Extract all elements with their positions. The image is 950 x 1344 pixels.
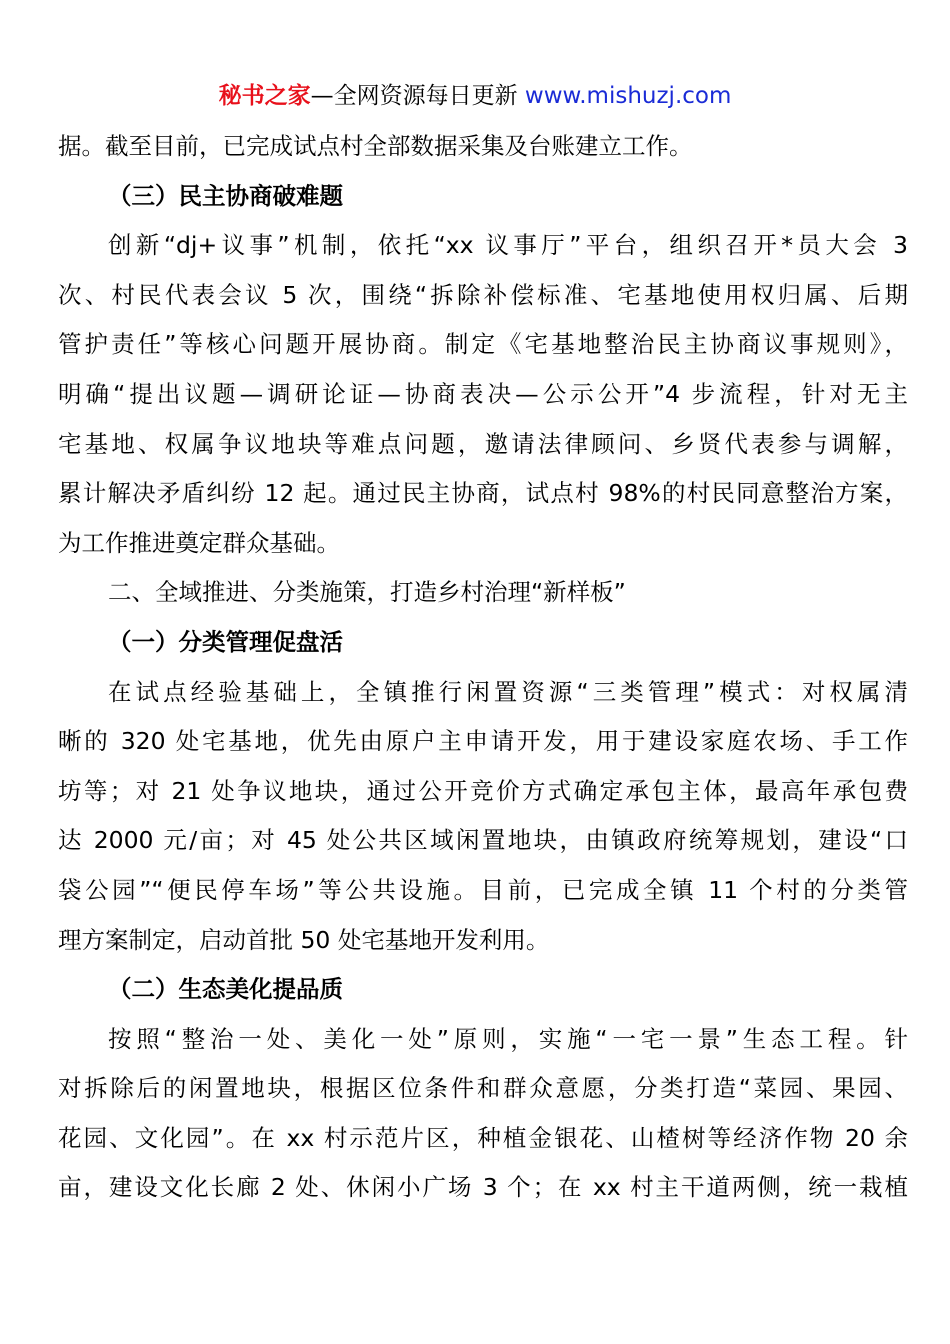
brand-name: 秘书之家	[218, 83, 311, 109]
paragraph-line: 晰的 320 处宅基地，优先由原户主申请开发，用于建设家庭农场、手工作	[58, 727, 908, 756]
section-heading: （二）生态美化提品质	[108, 975, 343, 1004]
paragraph-line: 为工作推进奠定群众基础。	[58, 528, 340, 557]
paragraph-line: 达 2000 元/亩；对 45 处公共区域闲置地块，由镇政府统筹规划，建设“口	[58, 826, 908, 855]
paragraph-line: 在试点经验基础上，全镇推行闲置资源“三类管理”模式：对权属清	[108, 677, 908, 706]
document-body	[58, 122, 908, 1213]
section-heading: （一）分类管理促盘活	[108, 627, 343, 656]
paragraph-line: 花园、文化园”。在 xx 村示范片区，种植金银花、山楂树等经济作物 20 余	[58, 1123, 908, 1152]
paragraph-line: 理方案制定，启动首批 50 处宅基地开发利用。	[58, 925, 550, 954]
paragraph-line: 坊等；对 21 处争议地块，通过公开竞价方式确定承包主体，最高年承包费	[58, 776, 908, 805]
paragraph-line: 亩，建设文化长廊 2 处、休闲小广场 3 个；在 xx 村主干道两侧，统一栽植	[58, 1173, 908, 1202]
paragraph-line: 对拆除后的闲置地块，根据区位条件和群众意愿，分类打造“菜园、果园、	[58, 1074, 908, 1103]
paragraph-line: 宅基地、权属争议地块等难点问题，邀请法律顾问、乡贤代表参与调解，	[58, 429, 908, 458]
paragraph-line: 明确“提出议题—调研论证—协商表决—公示公开”4 步流程，针对无主	[58, 379, 908, 408]
paragraph-line: 袋公园”“便民停车场”等公共设施。目前，已完成全镇 11 个村的分类管	[58, 875, 908, 904]
paragraph-line: 累计解决矛盾纠纷 12 起。通过民主协商，试点村 98%的村民同意整治方案，	[58, 479, 908, 508]
chapter-heading: 二、全域推进、分类施策，打造乡村治理“新样板”	[108, 578, 626, 607]
paragraph-line: 按照“整治一处、美化一处”原则，实施“一宅一景”生态工程。针	[108, 1024, 908, 1053]
paragraph-line: 次、村民代表会议 5 次，围绕“拆除补偿标准、宅基地使用权归属、后期	[58, 280, 908, 309]
paragraph-line: 据。截至目前，已完成试点村全部数据采集及台账建立工作。	[58, 132, 693, 160]
site-header	[0, 80, 950, 112]
paragraph-line: 创新“dj+议事”机制，依托“xx 议事厅”平台，组织召开*员大会 3	[108, 231, 908, 260]
section-heading: （三）民主协商破难题	[108, 181, 343, 210]
site-url-link[interactable]: www.mishuzj.com	[524, 83, 732, 109]
paragraph-line: 管护责任”等核心问题开展协商。制定《宅基地整治民主协商议事规则》，	[58, 330, 908, 359]
header-tagline: —全网资源每日更新	[310, 83, 525, 109]
